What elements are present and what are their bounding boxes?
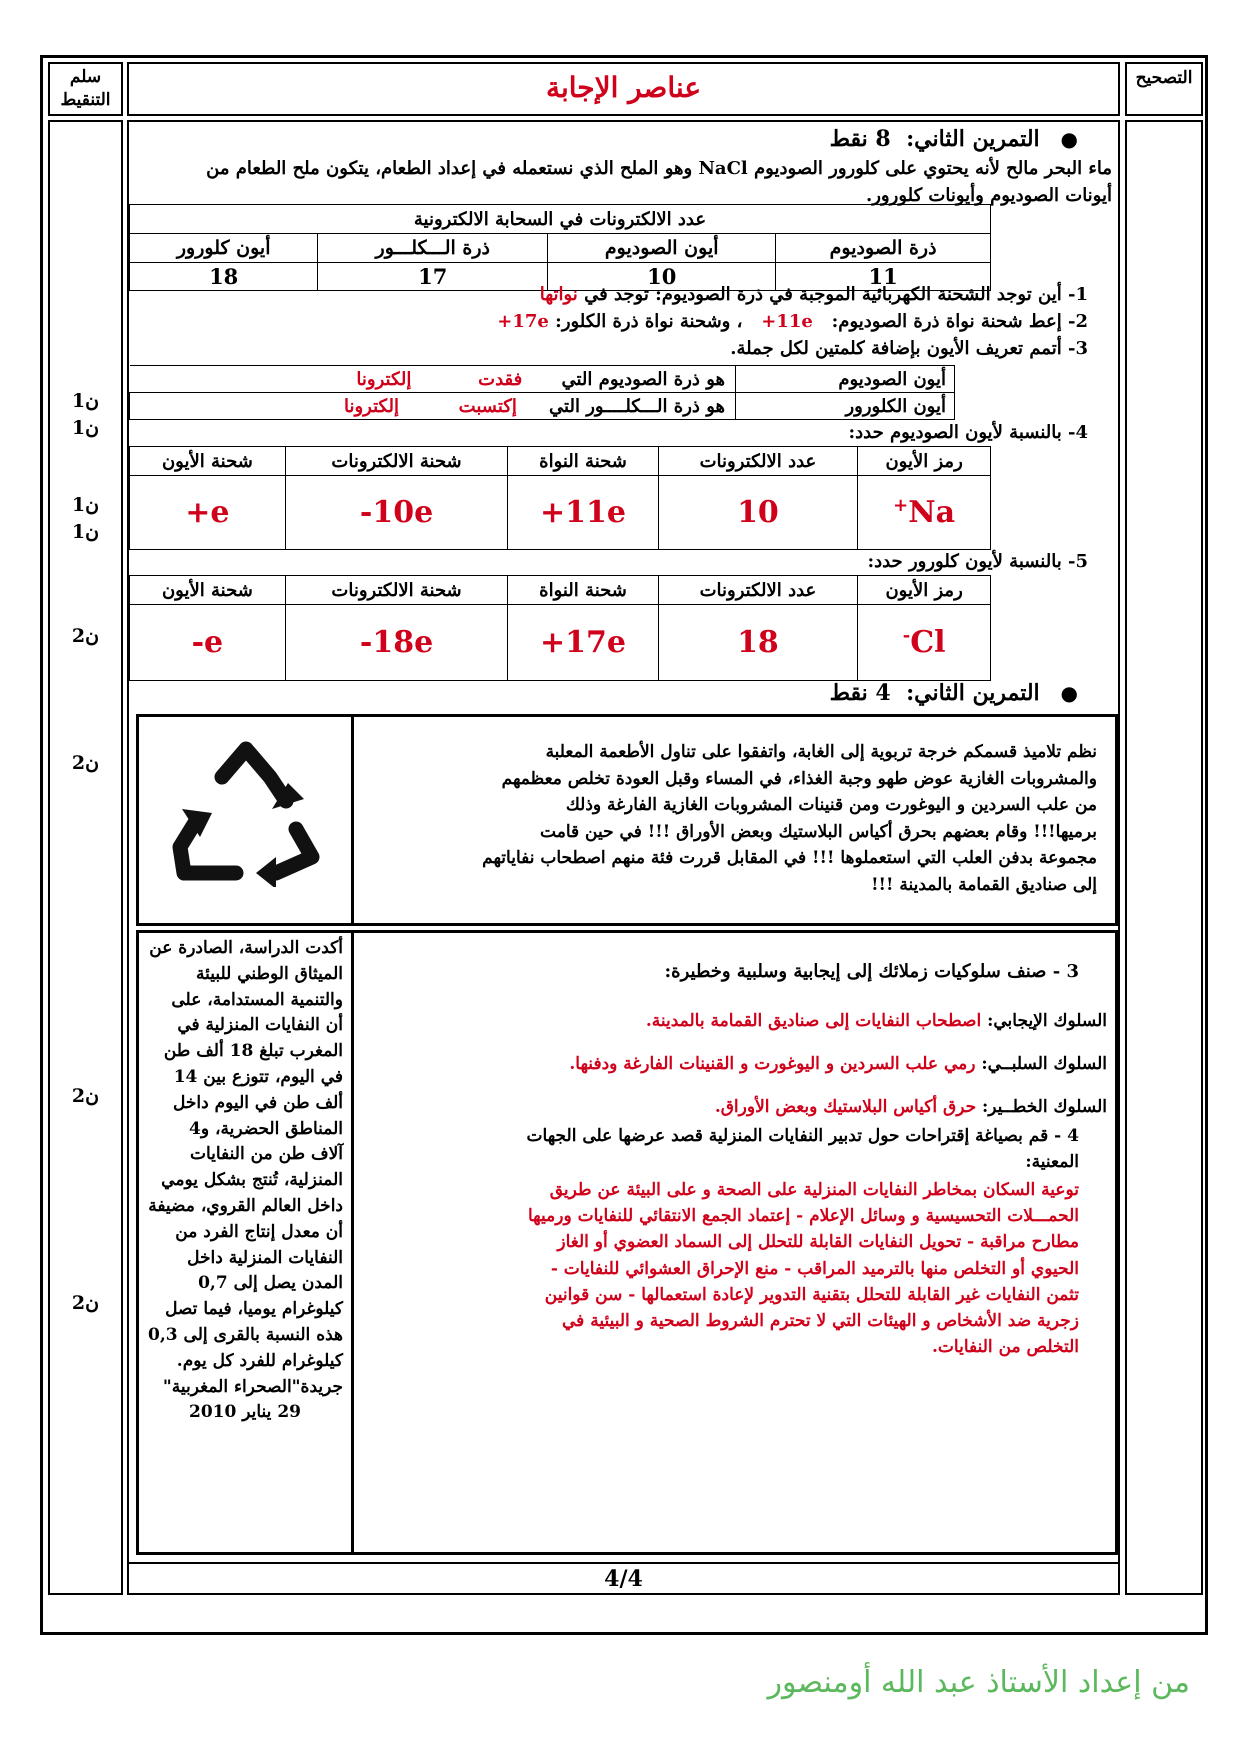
bullet-icon: ● (1039, 681, 1078, 705)
ion-header: رمز الأيون (858, 447, 991, 476)
page-frame (40, 55, 1208, 1635)
study-line: والتنمية المستدامة، على (171, 989, 343, 1010)
ion-header: عدد الالكترونات (658, 576, 858, 605)
proposal-line: زجرية ضد الأشخاص و الهيئات التي لا تحترم الشروط الصحية و البيئية في (561, 1311, 1079, 1332)
proposal-line: تثمن النفايات غير القابلة للتحلل بتقنية التدوير لإعادة استعمالها - سن قوانين (544, 1284, 1079, 1305)
question-4-text: 4- بالنسبة لأيون الصوديوم حدد: (848, 422, 1088, 443)
ion-definition-table (129, 365, 955, 420)
story-line: نظم تلاميذ قسمكم خرجة تربوية إلى الغابة، واتفقوا على تناول الأطعمة المعلبة (545, 742, 1097, 762)
negative-behavior (569, 1054, 1107, 1074)
danger-answer: حرق أكياس البلاستيك وبعض الأوراق. (714, 1097, 977, 1117)
story-line: إلى صناديق القمامة بالمدينة !!! (871, 874, 1097, 895)
page-title: عناصر الإجابة (545, 71, 702, 104)
question-2-middle: ، وشحنة نواة ذرة الكلور: (555, 311, 743, 332)
sodium-ion-table (129, 446, 991, 550)
definition-phrase: هو ذرة الصوديوم التي (561, 368, 725, 390)
story-frame (136, 714, 1118, 926)
ion-header: شحنة الالكترونات (285, 447, 508, 476)
proposal-line: مطارح مراقبة - تحويل النفايات القابلة للتحلل إلى السماد العضوي أو الغاز (557, 1232, 1079, 1253)
study-line: أن معدل إنتاج الفرد من (175, 1221, 343, 1242)
table1-value: 11 (776, 263, 991, 291)
score-q4: 2ن (71, 625, 100, 647)
table1-value: 10 (548, 263, 776, 291)
classify-question: 3 - صنف سلوكيات زملائك إلى إيجابية وسلبية وخطيرة: (664, 961, 1079, 982)
study-line: داخل العالم القروي، مضيفة (148, 1195, 343, 1216)
score-q2: 1ن (71, 417, 100, 439)
scale-header-cell (48, 62, 123, 116)
proposals-question: 4 - قم بصياغة إقتراحات حول تدبير النفايات المنزلية قصد عرضها على الجهات المعنية: (526, 1126, 1079, 1172)
question-1 (540, 284, 1088, 305)
table1-value: 17 (318, 263, 548, 291)
table1-title: عدد الالكترونات في السحابة الالكترونية (130, 205, 991, 234)
ion-header: رمز الأيون (858, 576, 991, 605)
cl-symbol-text: Cl (910, 625, 946, 660)
table1-header: ذرة الـــكلـــور (318, 234, 548, 263)
proposal-line: التخلص من النفايات. (932, 1337, 1079, 1358)
scale-label: سلم التنقيط (60, 67, 111, 110)
exercise3-heading (830, 680, 1078, 706)
score-q5: 2ن (71, 752, 100, 774)
cl-symbol (858, 605, 991, 681)
definition-phrase: هو ذرة الـــكلــــور التي (549, 395, 725, 417)
recycle-cell (139, 717, 354, 923)
study-line: كيلوغرام يوميا، فيما تصل (165, 1299, 343, 1320)
page-number-strip (129, 1562, 1118, 1593)
negative-label: السلوك السلبــي: (981, 1054, 1107, 1074)
positive-label: السلوك الإيجابي: (987, 1011, 1107, 1031)
proposals-answer (359, 1177, 1079, 1360)
positive-behavior (646, 1011, 1107, 1031)
na-electron-charge: -10e (285, 476, 508, 550)
dangerous-behavior (715, 1097, 1107, 1117)
question-1-answer: نواتها (539, 284, 578, 305)
question-5-text: 5- بالنسبة لأيون كلورور حدد: (867, 551, 1088, 572)
question-2-answer-na: +11e (761, 311, 813, 332)
content-column (127, 120, 1120, 1595)
chloride-ion-table (129, 575, 991, 681)
definition-answer-word2: إلكترونا (343, 395, 399, 417)
cl-charge-sup: - (902, 625, 911, 646)
negative-answer: رمي علب السردين و اليوغورت و القنينات الفارغة ودفنها. (569, 1054, 976, 1074)
correction-column (1125, 120, 1203, 1595)
question-3-text: 3- أتمم تعريف الأيون بإضافة كلمتين لكل جملة. (730, 338, 1088, 359)
author-footer: من إعداد الأستاذ عبد الله أومنصور (767, 1665, 1190, 1700)
recycle-icon (164, 739, 329, 887)
danger-label: السلوك الخطــير: (982, 1097, 1107, 1117)
exercise3-points: 4 نقط (829, 680, 891, 706)
story-line: مجموعة بدفن العلب التي استعملوها !!! في المقابل قررت فئة منهم اصطحاب نفاياتهم (482, 848, 1097, 868)
na-nucleus-charge: +11e (508, 476, 658, 550)
study-line: الميثاق الوطني للبيئة (195, 963, 343, 984)
score-classify: 2ن (71, 1085, 100, 1107)
ion-header: شحنة النواة (508, 447, 658, 476)
proposal-line: توعية السكان بمخاطر النفايات المنزلية على الصحة و على البيئة عن طريق (549, 1180, 1079, 1200)
positive-answer: اصطحاب النفايات إلى صناديق القمامة بالمدينة. (645, 1011, 982, 1031)
page-number: 4/4 (604, 1566, 643, 1592)
score-q3b: 1ن (71, 521, 100, 543)
study-line: المنزلية، تُنتج بشكل يومي (161, 1170, 343, 1191)
definition-answer-word1: إكتسبت (458, 395, 517, 417)
definition-term: أيون الصوديوم (736, 366, 955, 393)
study-line: جريدة"الصحراء المغربية" (162, 1376, 343, 1397)
answers-frame (136, 930, 1118, 1555)
table1-header: ذرة الصوديوم (776, 234, 991, 263)
ion-header: شحنة النواة (508, 576, 658, 605)
question-2-text: 2- إعط شحنة نواة ذرة الصوديوم: (831, 311, 1088, 332)
study-line: المناطق الحضرية، و4 (189, 1118, 343, 1139)
story-line: والمشروبات الغازية عوض طهو وجبة الغذاء، في المساء وقبل العودة تخلص معظمهم (501, 768, 1097, 789)
definition-row (130, 366, 736, 393)
study-sidebar (139, 933, 354, 1552)
table1-header: أيون كلورور (130, 234, 318, 263)
score-q3a: 1ن (71, 494, 100, 516)
cl-nucleus-charge: +17e (508, 605, 658, 681)
study-line: هذه النسبة بالقرى إلى 0,3 (148, 1324, 343, 1345)
study-line: النفايات المنزلية داخل (187, 1247, 343, 1268)
study-text (139, 933, 351, 1426)
ion-header: شحنة الأيون (130, 576, 286, 605)
definition-answer-word1: فقدت (478, 368, 523, 390)
exercise3-title: التمرين الثاني: (906, 680, 1040, 706)
definition-term: أيون الكلورور (736, 393, 955, 420)
definition-row (130, 393, 736, 420)
na-electrons: 10 (658, 476, 858, 550)
study-line: في اليوم، تتوزع بين 14 (173, 1066, 343, 1087)
na-ion-charge: +e (130, 476, 286, 550)
title-cell (127, 62, 1120, 116)
correction-header-cell (1125, 62, 1203, 116)
question-2 (497, 311, 1088, 332)
ion-header: شحنة الأيون (130, 447, 286, 476)
score-proposals: 2ن (71, 1292, 100, 1314)
na-symbol (858, 476, 991, 550)
bullet-icon: ● (1039, 127, 1078, 151)
study-line: ألف طن في اليوم داخل (173, 1092, 343, 1113)
score-q1: 1ن (71, 390, 100, 412)
exercise2-title: التمرين الثاني: (906, 126, 1040, 152)
na-charge-sup: + (893, 495, 909, 516)
ion-header: شحنة الالكترونات (285, 576, 508, 605)
study-line: المدن يصل إلى 0,7 (198, 1273, 343, 1294)
correction-label: التصحيح (1135, 68, 1193, 88)
study-line: المغرب تبلغ 18 ألف طن (163, 1041, 343, 1062)
table1-header: أيون الصوديوم (548, 234, 776, 263)
score-column (48, 120, 123, 1595)
story-text (357, 739, 1097, 898)
proposal-line: الحمـــلات التحسيسية و وسائل الإعلام - إعتماد الجمع الانتقائي للنفايات ورميها (527, 1206, 1079, 1227)
cl-electron-charge: -18e (285, 605, 508, 681)
table1-value: 18 (130, 263, 318, 291)
study-line: كيلوغرام للفرد كل يوم. (176, 1350, 343, 1371)
study-line: آلاف طن من النفايات (189, 1144, 343, 1165)
story-line: برميها!!! وقام بعضهم بحرق أكياس البلاستيك وبعض الأوراق !!! في حين قامت (540, 821, 1097, 842)
na-symbol-text: Na (908, 495, 956, 530)
story-line: من علب السردين و اليوغورت ومن قنينات المشروبات الغازية الفارغة وذلك (565, 795, 1097, 815)
study-line: أكدت الدراسة، الصادرة عن (149, 938, 343, 958)
electron-count-table (129, 204, 991, 291)
exercise2-points: 8 نقط (829, 126, 891, 152)
definition-answer-word2: إلكترونا (356, 368, 412, 390)
question-1-text: 1- أين توجد الشحنة الكهربائية الموجبة في ذرة الصوديوم: توجد في (584, 284, 1088, 305)
exercise2-intro: ماء البحر مالح لأنه يحتوي على كلورور الصوديوم NaCl وهو الملح الذي نستعمله في إعداد الطعام، يتكون ملح الطعام من أيونات الصوديوم وأيونات كلورور. (206, 158, 1112, 206)
ion-header: عدد الالكترونات (658, 447, 858, 476)
question-2-answer-cl: +17e (497, 311, 549, 332)
study-date: 29 يناير 2010 (189, 1402, 301, 1423)
proposal-line: الحيوي أو التخلص منها بالترميد المراقب - منع الإحراق العشوائي للنفايات - (550, 1258, 1079, 1279)
cl-ion-charge: -e (130, 605, 286, 681)
study-line: أن النفايات المنزلية في (177, 1015, 343, 1036)
cl-electrons: 18 (658, 605, 858, 681)
exercise2-heading (830, 126, 1078, 152)
